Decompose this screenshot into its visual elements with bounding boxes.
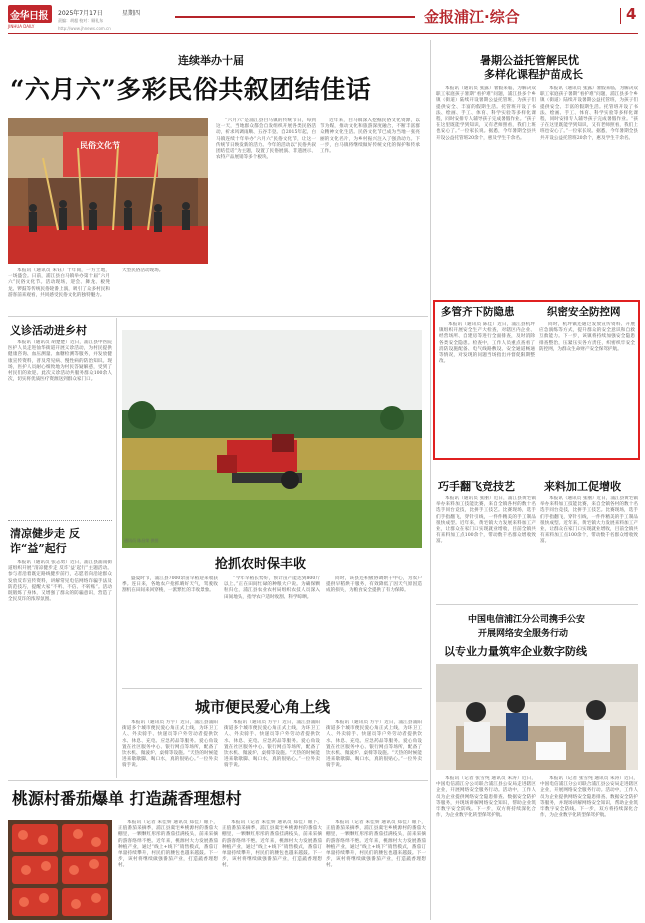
lead-kicker: 连续举办十届: [178, 54, 244, 67]
convenience-top-rule: [122, 688, 422, 689]
summer-text-2: 本报讯（通讯员 张露）暑假来临，为解决双职工家庭孩子暑期“看护难”问题，浦江县多个乡镇（街道）陆续开设暑期公益托管班，为孩子们提供安全、丰富的假期生活。托管班开设了书法、绘画、手工、体育、科学实验等多样化课程，同时安排专人辅导孩子完成暑假作业。“孩子在这里既能学到知识，又有老师照看，我们上班也安心了。”一位家长说。据悉，今年暑期全县共开设公益托管班20余个，惠及学生千余名。: [540, 86, 638, 141]
lead-body-left: [8, 268, 110, 310]
summer-headline-2: 多样化课程护苗成长: [484, 68, 583, 81]
tomato-headline: 桃源村番茄爆单 打造蔬香理想村: [12, 789, 242, 808]
lead-body-col3: [216, 118, 316, 310]
convenience-text-3: 本报讯（通讯员 方宇）近日，浦江县浦阳街道多个城市便民爱心角正式上线，为环卫工人、外卖骑手、快递员等户外劳动者提供饮水、休息、充电、应急药品等服务。爱心角设置在社区服务中心、银行网点等场所，配备了饮水机、微波炉、桌椅等设施。“天热的时候能进来歇歇脚、喝口水，真的很贴心。”一位外卖骑手说。: [326, 720, 422, 769]
page-number-divider: [620, 8, 621, 24]
telecom-top-rule: [436, 604, 638, 605]
website-url: http://www.jhnews.com.cn: [58, 26, 111, 31]
issue-date: 2025年7月17日: [58, 10, 103, 17]
harvest-caption: 通讯员 陈昌荣 供图: [124, 538, 159, 543]
tomato-text-3: 本报讯（记者 朱佳妍 通讯员 郑佳）眼下，正值番茄采摘季，浦江县虞宅乡桃源村的番茄大棚里，一颗颗红彤彤的番茄挂满枝头，前来采摘的游客络绎不绝。近年来，桃源村大力发展番茄种植产业，通过“线上+线下”销售模式，番茄订单量持续攀升，村民们的腰包也越来越鼓。下一步，该村将继续做强番茄产业，打造蔬香理想村。: [326, 820, 426, 869]
harvest-photo: [122, 330, 422, 548]
tomato-baskets-image: [8, 820, 112, 920]
masthead: [0, 0, 645, 36]
antifraud-text: 本报讯（通讯员 张志勇）近日，浦江县浦南街道组织开展“清凉健步走 反诈‘益’起行”主题活动。参与者沿着既定路线健步前行，志愿者向沿途群众发放反诈宣传资料，讲解常见电信网络诈骗手法及防范技巧，提醒大家“不听、不信、不转账”。活动既锻炼了身体，又增强了群众的防骗意识，营造了全民反诈的浓厚氛围。: [8, 560, 112, 603]
tomato-top-rule: [8, 780, 428, 781]
handcraft-body-right: [540, 496, 638, 596]
tomato-photo: [8, 820, 112, 920]
telecom-body-left: [436, 776, 536, 920]
convenience-body-2: [224, 720, 320, 776]
harvest-text-right: 同时，该县还积极协调烘干中心，为农户提供早稻烘干服务，有效降低了因天气原因造成的损失，为粮食安全提供了有力保障。: [326, 576, 422, 594]
summer-body-right: [540, 86, 638, 286]
tomato-body-1: [118, 820, 218, 920]
lead-bottom-rule: [8, 316, 428, 317]
clinic-divider: [8, 520, 112, 521]
safety-headline-left: 多管齐下防隐患: [441, 306, 515, 318]
tomato-body-3: [326, 820, 426, 920]
clinic-text: 本报讯（通讯员 胡楚楚）近日，浦江县中医院医护人员走进仙华街道开展义诊活动，为村民提供健康咨询、血压测量、血糖检测等服务，并发放健康宣传资料，普及常见病、慢性病的防治知识。现场，医护人员耐心细致地为村民答疑解惑，受到了村民们的欢迎。此次义诊活动共服务群众100余人次，切实将优质医疗资源送到群众家门口。: [8, 340, 112, 383]
header-rule: [175, 16, 415, 18]
antifraud-headline: 清凉健步走 反诈“益”起行: [10, 527, 80, 555]
convenience-body-1: [122, 720, 218, 776]
antifraud-body: [8, 560, 112, 770]
handcraft-headline-left: 巧手翻飞竞技艺: [438, 480, 515, 493]
handcraft-text: 本报讯（通讯员 张丽）近日，浦江县黄宅镇举办来料加工技能比赛，来自全镇各村的数十名选手同台竞技，比拼手工技艺。比赛现场，选手们手指翻飞，穿针引线，一件件精美的手工制品很快成型。近年来，黄宅镇大力发展来料加工产业，让群众在家门口实现就业增收，目前全镇共有来料加工点100余个，带动数千名群众增收致富。: [436, 496, 536, 545]
safety-article-box: [433, 300, 640, 460]
lead-photo: [8, 118, 208, 264]
telecom-text-2: 本报讯（记者 张雪纯 通讯员 朱涛）近日，中国电信浦江分公司联合浦江县公安局走进辖区企业，开展网络安全服务行动。活动中，工作人员为企业提供网络安全隐患排查、数据安全防护等服务，并现场讲解网络安全知识，帮助企业筑牢数字安全防线。下一步，双方将持续深化合作，为企业数字化转型保驾护航。: [540, 776, 638, 819]
harvest-text-mid: “今年早稻长势好，预计亩产能达到800斤以上。”正在田间忙碌的种粮大户说。为确保颗粒归仓，浦江县农业农村局组织农技人员深入田间地头，指导农户适时收割、科学晾晒。: [224, 576, 320, 600]
tomato-text-2: 本报讯（记者 朱佳妍 通讯员 郑佳）眼下，正值番茄采摘季，浦江县虞宅乡桃源村的番茄大棚里，一颗颗红彤彤的番茄挂满枝头，前来采摘的游客络绎不绝。近年来，桃源村大力发展番茄种植产业，通过“线上+线下”销售模式，番茄订单量持续攀升，村民们的腰包也越来越鼓。下一步，该村将继续做强番茄产业，打造蔬香理想村。: [222, 820, 322, 869]
clinic-body: [8, 340, 112, 516]
tomato-body-2: [222, 820, 322, 920]
telecom-headline-1: 中国电信浦江分公司携手公安: [468, 615, 586, 625]
lead-body-col4: [320, 118, 420, 310]
telecom-headline-2: 开展网络安全服务行动: [478, 629, 569, 639]
masthead-bottom-rule: [8, 33, 638, 34]
tomato-text-1: 本报讯（记者 朱佳妍 通讯员 郑佳）眼下，正值番茄采摘季，浦江县虞宅乡桃源村的番茄大棚里，一颗颗红彤彤的番茄挂满枝头，前来采摘的游客络绎不绝。近年来，桃源村大力发展番茄种植产业，通过“线上+线下”销售模式，番茄订单量持续攀升，村民们的腰包也越来越鼓。下一步，该村将继续做强番茄产业，打造蔬香理想村。: [118, 820, 218, 869]
harvest-body-right: [326, 576, 422, 680]
safety-body-right: [539, 322, 635, 456]
lead-headline: “六月六”多彩民俗共叙团结佳话: [10, 75, 372, 104]
summer-headline-1: 暑期公益托管解民忧: [480, 54, 579, 67]
column-rule-left: [116, 318, 117, 778]
lead-text-col4: 近年来，白马镇深入挖掘民俗文化资源，以节为媒，推动文化和旅游深度融合，不断丰富群众精神文化生活。民俗文化节已成为当地一张亮丽的文化名片，为乡村振兴注入了强劲动力。下一步，白马镇将继续做好传统文化的保护和传承工作。: [320, 118, 420, 155]
safety-headline-right: 织密安全防控网: [547, 306, 621, 318]
safety-text-right: 同时，杭坪镇还通过发放宣传资料、开展应急演练等方式，提升群众的安全意识和自救互救能力。下一步，该镇将持续加强安全隐患排查整治，压紧压实各方责任，织密织牢安全防控网，为群众生命财产安全保驾护航。: [539, 322, 635, 352]
newspaper-logo: [8, 5, 52, 23]
handcraft-body-left: [436, 496, 536, 596]
convenience-text-2: 本报讯（通讯员 方宇）近日，浦江县浦阳街道多个城市便民爱心角正式上线，为环卫工人、外卖骑手、快递员等户外劳动者提供饮水、休息、充电、应急药品等服务。爱心角设置在社区服务中心、银行网点等场所，配备了饮水机、微波炉、桌椅等设施。“天热的时候能进来歇歇脚、喝口水，真的很贴心。”一位外卖骑手说。: [224, 720, 320, 769]
lead-text-mid-2: 大型民俗活动现场。: [122, 268, 164, 273]
harvest-headline: 抢抓农时保丰收: [215, 557, 307, 572]
handcraft-text-2: 本报讯（通讯员 张丽）近日，浦江县黄宅镇举办来料加工技能比赛，来自全镇各村的数十名选手同台竞技，比拼手工技艺。比赛现场，选手们手指翻飞，穿针引线，一件件精美的手工制品很快成型。近年来，黄宅镇大力发展来料加工产业，让群众在家门口实现就业增收，目前全镇共有来料加工点100余个，带动数千名群众增收致富。: [540, 496, 638, 545]
summer-text: 本报讯（通讯员 张露）暑假来临，为解决双职工家庭孩子暑期“看护难”问题，浦江县多个乡镇（街道）陆续开设暑期公益托管班，为孩子们提供安全、丰富的假期生活。托管班开设了书法、绘画、手工、体育、科学实验等多样化课程，同时安排专人辅导孩子完成暑假作业。“孩子在这里既能学到知识，又有老师照看，我们上班也安心了。”一位家长说。据悉，今年暑期全县共开设公益托管班20余个，惠及学生千余名。: [436, 86, 536, 141]
telecom-body-right: [540, 776, 638, 920]
telecom-photo: [436, 664, 638, 770]
safety-text-left: 本报讯（通讯员 陈佳）近日，浦江县杭坪镇组织开展安全生产大检查，对辖区内企业、经营场所、自建房等进行全面排查，及时消除各类安全隐患。检查中，工作人员重点查看了消防设施配备、电气线路敷设、安全通道畅通等情况，对发现的问题当场指出并督促限期整改。: [439, 322, 535, 365]
harvest-body-left: [122, 576, 218, 680]
harvest-body-mid: [224, 576, 320, 680]
handcraft-headline-right: 来料加工促增收: [544, 480, 621, 493]
section-title: 金报浦江·综合: [424, 8, 520, 26]
summer-body-left: [436, 86, 536, 286]
clinic-headline: 义诊活动进乡村: [10, 324, 87, 337]
editors-line: 责编：胡超 校对：顾礼东: [58, 18, 104, 23]
telecom-subhead: 以专业力量筑牢企业数字防线: [444, 645, 587, 658]
convenience-headline: 城市便民爱心角上线: [195, 698, 331, 716]
harvester-image: [122, 330, 422, 548]
harvest-text-left: 盛夏时节，浦江县7000余亩早稻迎来收获季。连日来，各地农户抢抓晴好天气，驾驶收割机在田间来回穿梭，一派繁忙的丰收景象。: [122, 576, 218, 594]
logo-text: 金华日报: [10, 11, 48, 22]
telecom-text: 本报讯（记者 张雪纯 通讯员 朱涛）近日，中国电信浦江分公司联合浦江县公安局走进辖区企业，开展网络安全服务行动。活动中，工作人员为企业提供网络安全隐患排查、数据安全防护等服务，并现场讲解网络安全知识，帮助企业筑牢数字安全防线。下一步，双方将持续深化合作，为企业数字化转型保驾护航。: [436, 776, 536, 819]
column-rule-right: [430, 40, 431, 920]
convenience-text-1: 本报讯（通讯员 方宇）近日，浦江县浦阳街道多个城市便民爱心角正式上线，为环卫工人、外卖骑手、快递员等户外劳动者提供饮水、休息、充电、应急药品等服务。爱心角设置在社区服务中心、银行网点等场所，配备了饮水机、微波炉、桌椅等设施。“天热的时候能进来歇歇脚、喝口水，真的很贴心。”一位外卖骑手说。: [122, 720, 218, 769]
lead-photo-banner: 民俗文化节: [80, 140, 120, 150]
safety-body-left: [439, 322, 535, 456]
logo-subtitle: JINHUA DAILY: [8, 24, 35, 29]
page-number: 4: [626, 5, 637, 23]
lead-body-mid: [113, 268, 209, 310]
convenience-body-3: [326, 720, 422, 776]
issue-weekday: 星期四: [122, 10, 141, 17]
lead-text-col3: “六月六”是浦江县白马镇的传统节日，每到这一天，当地群众都会自发组织开展各类民俗活动，祈求风调雨顺、五谷丰登。自2015年起，白马镇连续十年举办“六月六”民俗文化节，让这一传统节日焕发新的活力。今年的活动以“民俗共叙团结佳话”为主题，设置了民俗展演、非遗展示、农特产品展销等多个板块。: [216, 118, 316, 161]
lead-text-left: 本报讯（通讯员 朱钰）十年间，一方土地，一场盛会。日前，浦江县白马镇举办第十届“六月六”民俗文化节。活动现场，迎会、舞龙、板凳龙、锣鼓等传统民俗轮番上演，吸引了众多村民和游客前来观看，共同感受民俗文化的独特魅力。: [8, 268, 110, 298]
office-meeting-image: [436, 664, 638, 770]
